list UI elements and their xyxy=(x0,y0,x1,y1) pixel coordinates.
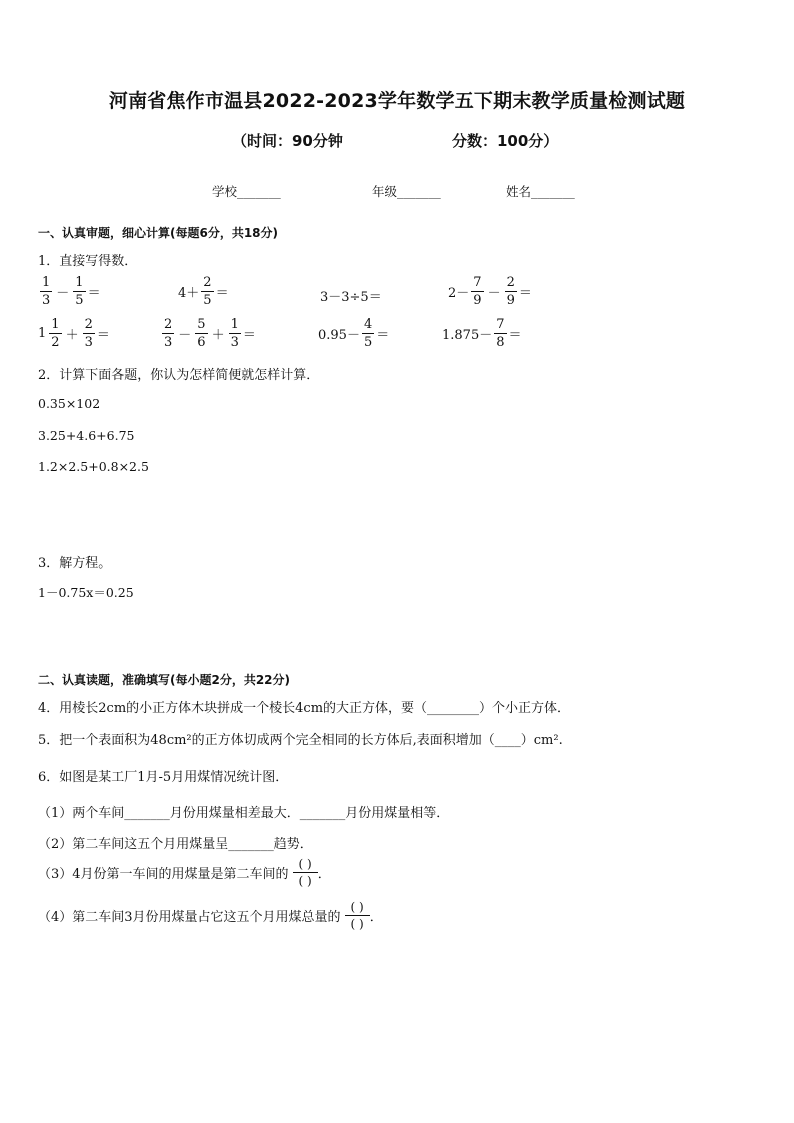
section-1-heading: 一、认真审题，细心计算(每题6分，共18分) xyxy=(38,226,279,240)
fraction: $\frac{1}{2}$ xyxy=(51,317,60,350)
question-6-part-4: （4）第二车间3月份用煤量占它这五个月用煤总量的 $\frac{( )}{( )}$ ． xyxy=(38,900,383,931)
fraction: $\frac{5}{6}$ xyxy=(197,317,206,350)
fraction: $\frac{2}{3}$ xyxy=(164,317,173,350)
fraction: $\frac{2}{9}$ xyxy=(506,275,515,308)
calc-item: 3.25+4.6+6.75 xyxy=(38,428,135,443)
expr-r2-4: 1.875－ $\frac{7}{8}$ ＝ xyxy=(442,317,522,350)
question-4: 4．用棱长2cm的小正方体木块拼成一个棱长4cm的大正方体，要（________）个小正方体． xyxy=(38,701,571,716)
expr-r1-2: 4＋ $\frac{2}{5}$ ＝ xyxy=(178,275,229,308)
fraction: $\frac{7}{8}$ xyxy=(496,317,505,350)
expr-r1-4: 2－ $\frac{7}{9}$ － $\frac{2}{9}$ ＝ xyxy=(448,275,532,308)
question-2-label: 2．计算下面各题，你认为怎样简便就怎样计算． xyxy=(38,368,320,383)
question-3-label: 3．解方程。 xyxy=(38,556,112,571)
question-6-part-1: （1）两个车间_______月份用煤量相差最大．_______月份用煤量相等． xyxy=(38,806,450,821)
expr-r2-2: $\frac{2}{3}$ － $\frac{5}{6}$ ＋ $\frac{1}{3}$ ＝ xyxy=(164,317,256,350)
fraction: $\frac{1}{3}$ xyxy=(230,317,239,350)
expr-r1-3: 3－3÷5＝ xyxy=(320,290,382,305)
page-title: 河南省焦作市温县2022-2023学年数学五下期末教学质量检测试题 xyxy=(108,90,686,112)
equation-item: 1－0.75x＝0.25 xyxy=(38,585,134,600)
exam-time: （时间：90分钟 xyxy=(232,132,343,150)
grade-field[interactable]: 年级_______ xyxy=(372,184,441,199)
calc-item: 0.35×102 xyxy=(38,396,101,411)
question-6-part-2: （2）第二车间这五个月用煤量呈_______趋势． xyxy=(38,837,313,852)
question-6-label: 6．如图是某工厂1月-5月用煤情况统计图． xyxy=(38,770,289,785)
fraction: $\frac{2}{5}$ xyxy=(203,275,212,308)
exam-score: 分数：100分） xyxy=(452,132,559,150)
fraction: $\frac{7}{9}$ xyxy=(473,275,482,308)
expr-r2-3: 0.95－ $\frac{4}{5}$ ＝ xyxy=(318,317,390,350)
calc-item: 1.2×2.5+0.8×2.5 xyxy=(38,459,149,474)
school-field[interactable]: 学校_______ xyxy=(212,184,281,199)
name-field[interactable]: 姓名_______ xyxy=(506,184,575,199)
fraction: $\frac{1}{3}$ xyxy=(42,275,51,308)
fraction: $\frac{2}{3}$ xyxy=(84,317,93,350)
expr-r1-1: $\frac{1}{3}$ － $\frac{1}{5}$ ＝ xyxy=(42,275,101,308)
answer-fraction-blank[interactable]: $\frac{( )}{( )}$ xyxy=(345,901,370,930)
question-6-part-3: （3）4月份第一车间的用煤量是第二车间的 $\frac{( )}{( )}$ ． xyxy=(38,857,331,888)
expr-r2-1: 1 $\frac{1}{2}$ ＋ $\frac{2}{3}$ ＝ xyxy=(38,317,110,350)
fraction: $\frac{4}{5}$ xyxy=(363,317,373,350)
section-2-heading: 二、认真读题，准确填写(每小题2分，共22分) xyxy=(38,673,291,687)
question-1-label: 1．直接写得数． xyxy=(38,254,138,269)
fraction: $\frac{1}{5}$ xyxy=(75,275,84,308)
answer-fraction-blank[interactable]: $\frac{( )}{( )}$ xyxy=(293,858,318,887)
question-5: 5．把一个表面积为48cm²的正方体切成两个完全相同的长方体后,表面积增加（____）cm². xyxy=(38,733,563,748)
